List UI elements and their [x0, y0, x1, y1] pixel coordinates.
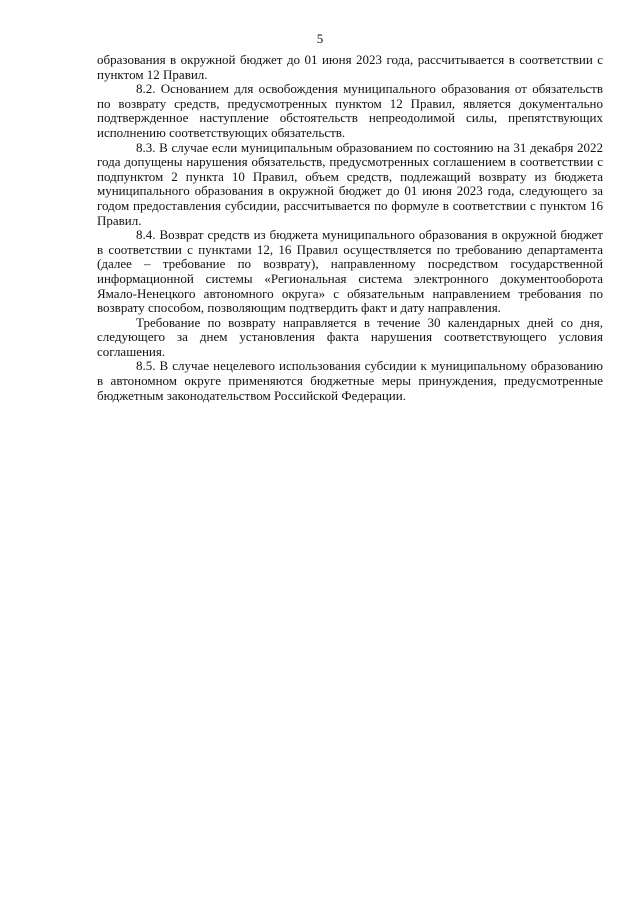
- paragraph-8-5: 8.5. В случае нецелевого использования субсидии к муниципальному образованию в автономном округе применяются бюджетные меры принуждения, предусмотренные бюджетным законодательством Российской Федерации.: [97, 358, 603, 403]
- paragraph-continuation: образования в окружной бюджет до 01 июня 2023 года, рассчитывается в соответствии с пунктом 12 Правил.: [97, 52, 603, 82]
- page-number: 5: [316, 31, 324, 46]
- paragraph-8-4: 8.4. Возврат средств из бюджета муниципального образования в окружной бюджет в соответствии с пунктами 12, 16 Правил осуществляется по требованию департамента (далее – требование по возврату), направленному посредством государственной информационной системы «Региональная система электронного документооборота Ямало-Ненецкого автономного округа» с обязательным направлением требования по возврату способом, позволяющим подтвердить факт и дату направления.: [97, 227, 603, 316]
- paragraph-8-3: 8.3. В случае если муниципальным образованием по состоянию на 31 декабря 2022 года допущены нарушения обязательств, предусмотренных соглашением в соответствии с подпунктом 2 пункта 10 Правил, объем средств, подлежащий возврату из бюджета муниципального образования в окружной бюджет до 01 июня 2023 года, следующего за годом предоставления субсидии, рассчитывается по формуле в соответствии с пунктом 16 Правил.: [97, 139, 603, 228]
- document-body: [97, 53, 603, 403]
- paragraph-8-4-requirement: Требование по возврату направляется в течение 30 календарных дней со дня, следующего за днем установления факта нарушения соответствующего условия соглашения.: [97, 314, 603, 359]
- paragraph-8-2: 8.2. Основанием для освобождения муниципального образования от обязательств по возврату средств, предусмотренных пунктом 12 Правил, является документально подтвержденное наступление обстоятельств непреодолимой силы, препятствующих исполнению соответствующих обязательств.: [97, 81, 603, 140]
